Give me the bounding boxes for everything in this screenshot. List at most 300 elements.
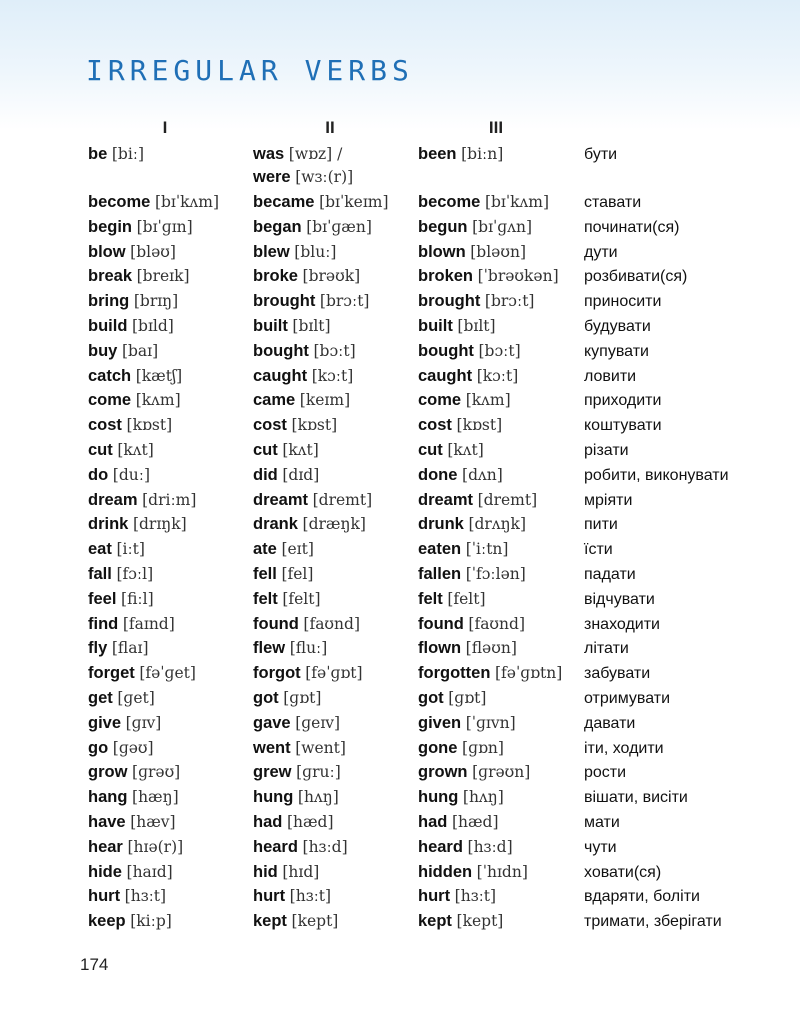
transcription: [kiːp] bbox=[130, 912, 172, 931]
transcription: [kɔːt] bbox=[476, 366, 519, 385]
transcription: [bɪˈkʌm] bbox=[154, 193, 220, 211]
past-participle bbox=[418, 687, 486, 710]
verb: grown bbox=[418, 763, 468, 782]
verb: keep bbox=[88, 912, 126, 931]
transcription: [ɡəʊ] bbox=[112, 738, 154, 757]
past-simple bbox=[253, 662, 363, 685]
verb: cost bbox=[418, 416, 452, 435]
past-participle bbox=[418, 737, 504, 760]
verb: begin bbox=[88, 217, 132, 236]
verb-table bbox=[0, 143, 800, 935]
verb: got bbox=[418, 688, 444, 707]
translation: дути bbox=[584, 243, 618, 261]
past-simple bbox=[253, 737, 346, 760]
verb: be bbox=[88, 145, 108, 163]
verb: break bbox=[88, 267, 133, 286]
verb: ate bbox=[253, 540, 277, 559]
transcription: [kʌm] bbox=[465, 391, 511, 410]
base-form bbox=[88, 365, 182, 388]
transcription: [fel] bbox=[281, 564, 314, 583]
base-form bbox=[88, 910, 172, 933]
verb: broken bbox=[418, 267, 474, 286]
verb: had bbox=[418, 812, 448, 831]
transcription: [ɡrəʊn] bbox=[472, 763, 531, 782]
past-participle bbox=[418, 613, 525, 636]
base-form bbox=[88, 143, 144, 166]
table-row bbox=[0, 216, 800, 241]
verb: eaten bbox=[418, 540, 462, 559]
table-row bbox=[0, 513, 800, 538]
translation: мати bbox=[584, 813, 620, 831]
past-participle bbox=[418, 588, 486, 611]
base-form bbox=[88, 836, 183, 859]
verb: brought bbox=[253, 292, 316, 311]
past-simple bbox=[253, 910, 338, 933]
past-simple bbox=[253, 464, 319, 487]
past-participle bbox=[418, 439, 484, 462]
table-row bbox=[0, 439, 800, 464]
translation: пити bbox=[584, 516, 618, 534]
base-form bbox=[88, 811, 176, 834]
past-participle bbox=[418, 811, 499, 834]
past-simple bbox=[253, 861, 319, 884]
transcription: [ˈhɪdn] bbox=[476, 862, 528, 881]
translation: тримати, зберігати bbox=[584, 913, 722, 931]
transcription: [eɪt] bbox=[281, 540, 314, 559]
translation: бути bbox=[584, 146, 618, 163]
table-row bbox=[0, 786, 800, 811]
verb: done bbox=[418, 465, 458, 484]
translation: приносити bbox=[584, 293, 662, 311]
transcription: [iːt] bbox=[116, 540, 145, 559]
translation: падати bbox=[584, 565, 636, 583]
base-form bbox=[88, 414, 172, 437]
column-headers bbox=[0, 118, 800, 142]
verb: find bbox=[88, 614, 119, 633]
transcription: [ɡrəʊ] bbox=[132, 763, 181, 782]
table-row bbox=[0, 687, 800, 712]
table-row bbox=[0, 265, 800, 290]
page-title: IRREGULAR VERBS bbox=[86, 54, 414, 87]
transcription: [brəʊk] bbox=[302, 267, 361, 286]
base-form bbox=[88, 613, 175, 636]
table-row bbox=[0, 464, 800, 489]
table-row bbox=[0, 637, 800, 662]
transcription: [hɜːt] bbox=[454, 887, 497, 906]
transcription: [fləʊn] bbox=[465, 639, 517, 658]
verb: broke bbox=[253, 267, 298, 286]
transcription: [keɪm] bbox=[299, 391, 351, 410]
past-participle bbox=[418, 290, 534, 313]
past-simple bbox=[253, 836, 348, 859]
verb: kept bbox=[418, 912, 452, 931]
base-form bbox=[88, 861, 173, 884]
base-form bbox=[88, 315, 174, 338]
verb: build bbox=[88, 316, 128, 335]
verb: blow bbox=[88, 242, 126, 261]
translation: приходити bbox=[584, 392, 662, 410]
verb: grow bbox=[88, 763, 128, 782]
table-row bbox=[0, 414, 800, 439]
translation: будувати bbox=[584, 317, 651, 335]
transcription: [hɜːt] bbox=[124, 887, 167, 906]
table-row bbox=[0, 910, 800, 935]
past-simple bbox=[253, 389, 350, 412]
transcription: [kʌt] bbox=[117, 440, 154, 459]
verb: cost bbox=[253, 416, 287, 435]
verb: blown bbox=[418, 242, 466, 261]
transcription: [kʌt] bbox=[282, 440, 319, 459]
transcription: [kɒst] bbox=[126, 416, 173, 435]
verb: gave bbox=[253, 713, 291, 732]
verb: did bbox=[253, 465, 278, 484]
verb: become bbox=[418, 193, 481, 211]
transcription: [ˈfɔːlən] bbox=[465, 564, 526, 583]
base-form bbox=[88, 737, 154, 760]
base-form bbox=[88, 563, 153, 586]
translation: розбивати(ся) bbox=[584, 268, 688, 286]
transcription: [kɒst] bbox=[291, 416, 338, 435]
transcription: [drɪŋk] bbox=[132, 515, 187, 534]
table-row bbox=[0, 241, 800, 266]
transcription: [dremt] bbox=[477, 490, 538, 509]
transcription: [fɔːl] bbox=[116, 564, 154, 583]
base-form bbox=[88, 687, 155, 710]
past-simple bbox=[253, 513, 366, 536]
verb: heard bbox=[418, 837, 463, 856]
base-form bbox=[88, 538, 145, 561]
verb: fall bbox=[88, 564, 112, 583]
base-form bbox=[88, 241, 176, 264]
verb: came bbox=[253, 391, 296, 410]
past-participle bbox=[418, 265, 559, 288]
transcription: [kept] bbox=[456, 912, 504, 931]
base-form bbox=[88, 464, 150, 487]
past-simple bbox=[253, 712, 340, 735]
transcription: [bɪˈɡɪn] bbox=[136, 217, 193, 236]
verb: hid bbox=[253, 862, 278, 881]
verb: hurt bbox=[418, 887, 451, 906]
verb: found bbox=[253, 614, 299, 633]
past-simple bbox=[253, 365, 353, 388]
past-participle bbox=[418, 414, 502, 437]
verb: got bbox=[253, 688, 279, 707]
base-form bbox=[88, 191, 219, 214]
verb: fell bbox=[253, 564, 277, 583]
transcription: [fəˈɡɒt] bbox=[305, 664, 363, 683]
transcription: [bɪld] bbox=[132, 316, 174, 335]
past-simple bbox=[253, 191, 389, 214]
transcription: [fluː] bbox=[289, 639, 328, 658]
verb: catch bbox=[88, 366, 132, 385]
past-simple bbox=[253, 290, 369, 313]
transcription: [bɪˈɡæn] bbox=[306, 217, 372, 236]
transcription: [bləʊn] bbox=[470, 242, 526, 261]
table-row bbox=[0, 662, 800, 687]
transcription: [wɒz] / bbox=[288, 145, 343, 163]
past-simple bbox=[253, 315, 331, 338]
past-simple bbox=[253, 761, 341, 784]
base-form bbox=[88, 712, 161, 735]
transcription: [bɪlt] bbox=[457, 316, 496, 335]
transcription: [hæŋ] bbox=[132, 788, 179, 807]
verb: began bbox=[253, 217, 302, 236]
transcription: [hæv] bbox=[130, 812, 176, 831]
header-form-2: II bbox=[325, 118, 335, 137]
table-row bbox=[0, 290, 800, 315]
base-form bbox=[88, 489, 196, 512]
table-row bbox=[0, 861, 800, 886]
header-form-1: I bbox=[162, 118, 168, 137]
verb: become bbox=[88, 193, 151, 211]
verb: give bbox=[88, 713, 122, 732]
transcription: [kʌm] bbox=[135, 391, 181, 410]
transcription: [bɪlt] bbox=[292, 316, 331, 335]
verb: cut bbox=[88, 440, 113, 459]
past-simple bbox=[253, 216, 372, 239]
table-row bbox=[0, 563, 800, 588]
transcription: [ɡeɪv] bbox=[295, 713, 341, 732]
transcription: [fəˈɡet] bbox=[139, 664, 196, 683]
verb: begun bbox=[418, 217, 468, 236]
transcription: [kɒst] bbox=[456, 416, 503, 435]
transcription: [ˈiːtn] bbox=[465, 540, 509, 559]
verb: hear bbox=[88, 837, 123, 856]
transcription: [hɪə(r)] bbox=[127, 837, 184, 856]
transcription: [fəˈɡɒtn] bbox=[495, 664, 563, 683]
translation: забувати bbox=[584, 665, 651, 683]
past-simple bbox=[253, 885, 331, 908]
transcription: [bɪˈkeɪm] bbox=[319, 193, 389, 211]
past-simple bbox=[253, 439, 319, 462]
verb: been bbox=[418, 145, 457, 163]
verb: kept bbox=[253, 912, 287, 931]
base-form bbox=[88, 637, 149, 660]
past-simple bbox=[253, 811, 334, 834]
translation: різати bbox=[584, 441, 629, 459]
transcription: [hɪd] bbox=[282, 862, 320, 881]
transcription: [kept] bbox=[291, 912, 339, 931]
verb: hurt bbox=[253, 887, 286, 906]
verb: drank bbox=[253, 515, 298, 534]
verb: cut bbox=[418, 440, 443, 459]
verb: hang bbox=[88, 788, 128, 807]
translation: вдаряти, боліти bbox=[584, 888, 700, 906]
verb: caught bbox=[418, 366, 473, 385]
table-row bbox=[0, 588, 800, 613]
verb: hung bbox=[418, 788, 459, 807]
past-participle bbox=[418, 786, 504, 809]
transcription: [faʊnd] bbox=[303, 614, 360, 633]
transcription: [breɪk] bbox=[136, 267, 190, 286]
translation: літати bbox=[584, 640, 629, 658]
past-simple bbox=[253, 414, 337, 437]
past-simple bbox=[253, 241, 336, 264]
transcription: [fiːl] bbox=[121, 589, 154, 608]
past-simple bbox=[253, 613, 360, 636]
past-participle bbox=[418, 538, 508, 561]
verb: bought bbox=[253, 341, 309, 360]
verb: built bbox=[418, 316, 453, 335]
translation: ховати(ся) bbox=[584, 863, 662, 881]
transcription: [baɪ] bbox=[121, 341, 159, 360]
verb: blew bbox=[253, 242, 290, 261]
past-participle bbox=[418, 861, 528, 884]
past-simple bbox=[253, 563, 313, 586]
verb: became bbox=[253, 193, 315, 211]
table-row bbox=[0, 613, 800, 638]
past-participle bbox=[418, 513, 526, 536]
verb: hurt bbox=[88, 887, 121, 906]
base-form bbox=[88, 290, 178, 313]
verb: had bbox=[253, 812, 283, 831]
verb: given bbox=[418, 713, 462, 732]
verb: went bbox=[253, 738, 291, 757]
transcription: [hɜːd] bbox=[302, 837, 348, 856]
verb: eat bbox=[88, 540, 112, 559]
transcription: [dremt] bbox=[312, 490, 373, 509]
verb: hide bbox=[88, 862, 122, 881]
base-form bbox=[88, 216, 193, 239]
verb: brought bbox=[418, 292, 481, 311]
verb: grew bbox=[253, 763, 292, 782]
verb: forgot bbox=[253, 664, 301, 683]
verb: cost bbox=[88, 416, 122, 435]
translation: робити, виконувати bbox=[584, 466, 729, 484]
base-form bbox=[88, 786, 179, 809]
transcription: [ɡɒn] bbox=[462, 738, 504, 757]
transcription: [hʌŋ] bbox=[297, 788, 339, 807]
verb: was bbox=[253, 145, 285, 163]
transcription: [hɜːd] bbox=[467, 837, 513, 856]
verb: caught bbox=[253, 366, 308, 385]
verb: forget bbox=[88, 664, 135, 683]
verb: have bbox=[88, 812, 126, 831]
transcription: [kɔːt] bbox=[311, 366, 354, 385]
base-form bbox=[88, 761, 180, 784]
transcription: [flaɪ] bbox=[111, 639, 149, 658]
past-participle bbox=[418, 910, 503, 933]
base-form bbox=[88, 513, 187, 536]
translation: їсти bbox=[584, 541, 613, 559]
table-row bbox=[0, 538, 800, 563]
table-row bbox=[0, 365, 800, 390]
base-form bbox=[88, 340, 158, 363]
verb: drink bbox=[88, 515, 129, 534]
transcription: [dræŋk] bbox=[302, 515, 366, 534]
transcription: [bɪˈɡʌn] bbox=[472, 217, 532, 236]
base-form bbox=[88, 588, 154, 611]
transcription: [felt] bbox=[282, 589, 321, 608]
past-participle bbox=[418, 464, 503, 487]
table-row bbox=[0, 389, 800, 414]
table-row bbox=[0, 143, 800, 191]
transcription: [hæd] bbox=[286, 812, 334, 831]
verb: flew bbox=[253, 639, 286, 658]
transcription: [bɔːt] bbox=[478, 341, 521, 360]
past-participle bbox=[418, 637, 517, 660]
base-form bbox=[88, 265, 190, 288]
transcription: [wɜː(r)] bbox=[295, 168, 354, 186]
translation: мріяти bbox=[584, 491, 633, 509]
translation: рости bbox=[584, 764, 627, 782]
verb: fly bbox=[88, 639, 108, 658]
transcription: [driːm] bbox=[142, 490, 197, 509]
transcription: [brɔːt] bbox=[319, 292, 370, 311]
verb: bring bbox=[88, 292, 130, 311]
verb: bought bbox=[418, 341, 474, 360]
past-simple bbox=[253, 786, 339, 809]
verb: dreamt bbox=[253, 490, 309, 509]
verb: cut bbox=[253, 440, 278, 459]
transcription: [ɡɒt] bbox=[448, 688, 487, 707]
verb: dreamt bbox=[418, 490, 474, 509]
verb: drunk bbox=[418, 515, 464, 534]
transcription: [kætʃ] bbox=[135, 366, 183, 385]
past-participle bbox=[418, 836, 513, 859]
translation: починати(ся) bbox=[584, 218, 680, 236]
transcription: [went] bbox=[295, 738, 346, 757]
verb: dream bbox=[88, 490, 138, 509]
past-participle bbox=[418, 662, 562, 685]
verb: come bbox=[418, 391, 462, 410]
transcription: [ɡet] bbox=[117, 688, 155, 707]
transcription: [bluː] bbox=[294, 242, 337, 261]
verb: go bbox=[88, 738, 109, 757]
transcription: [dɪd] bbox=[282, 465, 320, 484]
past-participle bbox=[418, 340, 521, 363]
transcription: [brɪŋ] bbox=[133, 292, 179, 311]
past-participle bbox=[418, 761, 530, 784]
header-form-3: III bbox=[488, 118, 504, 137]
past-participle bbox=[418, 365, 518, 388]
past-participle bbox=[418, 216, 532, 239]
past-participle bbox=[418, 191, 549, 214]
transcription: [drʌŋk] bbox=[468, 515, 526, 534]
translation: коштувати bbox=[584, 417, 662, 435]
translation: купувати bbox=[584, 342, 649, 360]
verb: forgotten bbox=[418, 664, 491, 683]
past-simple bbox=[253, 637, 327, 660]
transcription: [haɪd] bbox=[126, 862, 173, 881]
verb: heard bbox=[253, 837, 298, 856]
base-form bbox=[88, 885, 166, 908]
verb: hidden bbox=[418, 862, 473, 881]
translation: вішати, висіти bbox=[584, 789, 688, 807]
transcription: [ˈbrəʊkən] bbox=[477, 267, 559, 286]
transcription: [dʌn] bbox=[462, 465, 503, 484]
past-simple bbox=[253, 588, 321, 611]
base-form bbox=[88, 662, 196, 685]
past-participle bbox=[418, 712, 516, 735]
past-simple bbox=[253, 538, 314, 561]
transcription: [hʌŋ] bbox=[462, 788, 504, 807]
verb: found bbox=[418, 614, 464, 633]
translation: отримувати bbox=[584, 689, 671, 707]
table-row bbox=[0, 340, 800, 365]
table-row bbox=[0, 315, 800, 340]
past-participle bbox=[418, 315, 496, 338]
translation: чути bbox=[584, 838, 617, 856]
transcription: [ɡɪv] bbox=[125, 713, 162, 732]
transcription: [ɡɒt] bbox=[283, 688, 322, 707]
transcription: [duː] bbox=[112, 465, 150, 484]
page-number: 174 bbox=[80, 955, 109, 974]
verb: do bbox=[88, 465, 109, 484]
past-participle bbox=[418, 241, 526, 264]
verb: were bbox=[253, 168, 291, 186]
past-participle bbox=[418, 389, 511, 412]
